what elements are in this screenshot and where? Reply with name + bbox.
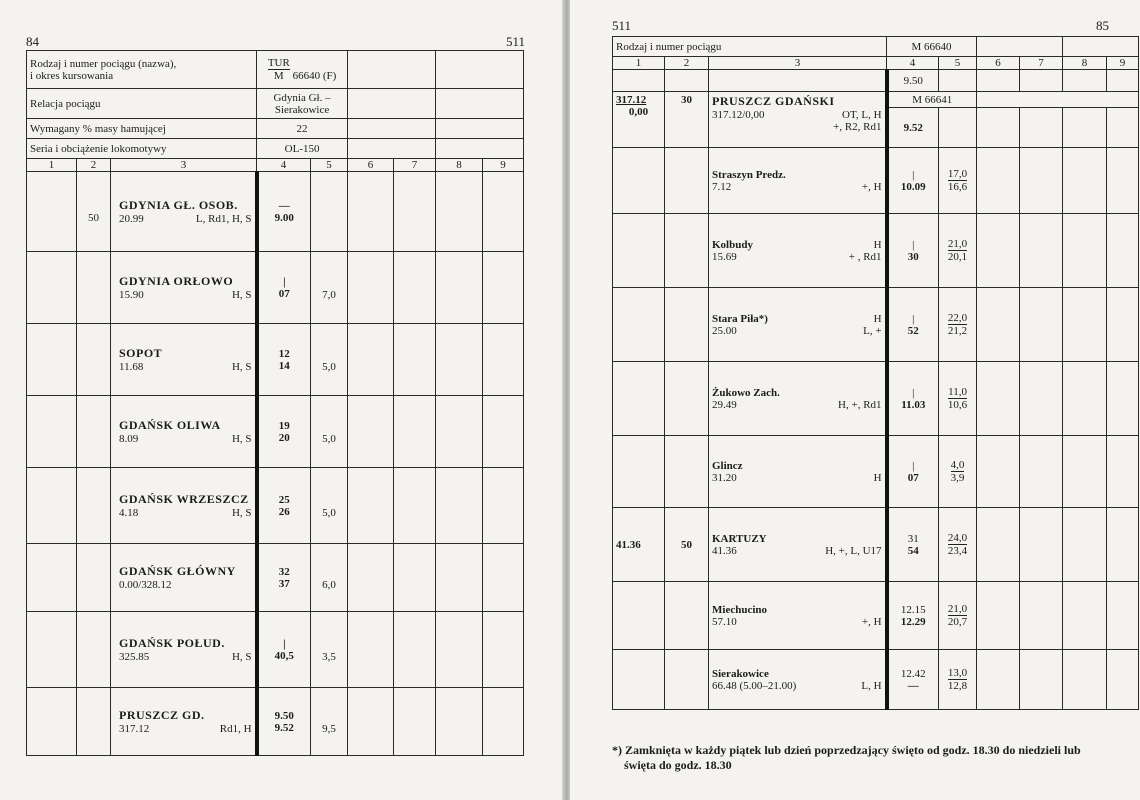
brake-label: Wymagany % masy hamującej bbox=[27, 119, 257, 139]
station-cell bbox=[111, 468, 257, 544]
time-cell bbox=[887, 148, 939, 214]
departure-time: 14 bbox=[278, 359, 290, 372]
table-row bbox=[613, 582, 1139, 650]
train-number: 66640 (F) bbox=[292, 70, 337, 82]
km-bottom: 0,00 bbox=[628, 106, 649, 118]
station-cell bbox=[709, 214, 887, 288]
train-label: Rodzaj i numer pociągu bbox=[613, 37, 887, 57]
station-codes: H, S bbox=[231, 289, 252, 301]
km-cell bbox=[613, 508, 665, 582]
station-cell bbox=[111, 612, 257, 688]
departure-time: 37 bbox=[278, 577, 290, 590]
table-row bbox=[613, 148, 1139, 214]
col-num: 1 bbox=[613, 57, 665, 70]
table-row bbox=[613, 650, 1139, 710]
time-cell bbox=[887, 508, 939, 582]
run-time: 3,5 bbox=[311, 612, 348, 688]
station-cell bbox=[709, 650, 887, 710]
run-time-cell bbox=[939, 650, 977, 710]
time-cell bbox=[887, 650, 939, 710]
station-km: 0.00/328.12 bbox=[119, 579, 172, 591]
footnote-line2: święta do godz. 18.30 bbox=[624, 758, 732, 772]
col-num: 8 bbox=[1063, 57, 1107, 70]
km-cell bbox=[613, 148, 665, 214]
time-cell bbox=[257, 252, 311, 324]
departure-time: 9.00 bbox=[274, 211, 294, 224]
series-number: 511 bbox=[506, 34, 526, 49]
station-km: 29.49 bbox=[712, 398, 737, 411]
speed bbox=[77, 612, 111, 688]
station-name: Glincz bbox=[712, 459, 743, 472]
time-cell bbox=[257, 544, 311, 612]
time-cell bbox=[257, 324, 311, 396]
train-label-cell bbox=[27, 51, 257, 89]
time-cell bbox=[257, 172, 311, 252]
arrival-time: | bbox=[912, 168, 915, 181]
station-name: SOPOT bbox=[119, 346, 163, 360]
left-timetable bbox=[26, 50, 524, 756]
km-cell bbox=[27, 396, 77, 468]
station-cell bbox=[709, 362, 887, 436]
run-time-planned: 4,0 bbox=[950, 459, 965, 471]
col-num: 9 bbox=[1107, 57, 1139, 70]
run-time bbox=[311, 172, 348, 252]
speed-cell bbox=[665, 436, 709, 508]
station-code: H bbox=[873, 312, 882, 325]
station-cell bbox=[709, 92, 887, 148]
series-number: 511 bbox=[612, 18, 632, 33]
km-cell bbox=[27, 324, 77, 396]
speed-cell bbox=[665, 288, 709, 362]
departure-time: 9.52 bbox=[887, 108, 939, 148]
km-cell bbox=[27, 688, 77, 756]
station-km: 41.36 bbox=[712, 544, 737, 557]
table-row bbox=[27, 172, 524, 252]
speed bbox=[77, 468, 111, 544]
run-time-planned: 22,0 bbox=[947, 312, 968, 324]
run-time-planned: 13,0 bbox=[947, 667, 968, 679]
station-name: GDYNIA GŁ. OSOB. bbox=[119, 198, 238, 212]
time-cell bbox=[257, 468, 311, 544]
time-cell bbox=[887, 436, 939, 508]
run-time-cell bbox=[939, 288, 977, 362]
speed-value: 50 bbox=[681, 538, 692, 551]
speed-cell bbox=[665, 508, 709, 582]
run-time-actual: 23,4 bbox=[947, 545, 968, 557]
station-km: 8.09 bbox=[119, 433, 139, 445]
time-cell bbox=[257, 396, 311, 468]
departure-time: 11.03 bbox=[901, 398, 926, 411]
page-number: 84 bbox=[26, 34, 39, 49]
station-cell bbox=[111, 396, 257, 468]
table-row bbox=[27, 252, 524, 324]
speed: 30 bbox=[665, 92, 709, 148]
station-km: 66.48 (5.00–21.00) bbox=[712, 679, 797, 692]
loco-value: OL-150 bbox=[257, 139, 348, 159]
speed-cell bbox=[665, 362, 709, 436]
km-top: 317.12 bbox=[616, 94, 647, 106]
departure-time: — bbox=[907, 679, 919, 692]
col-num: 4 bbox=[257, 159, 311, 172]
station-name: PRUSZCZ GDAŃSKI bbox=[712, 94, 835, 108]
arrival-time: | bbox=[912, 386, 915, 399]
col-num: 4 bbox=[887, 57, 939, 70]
train-type-top: TUR bbox=[267, 57, 290, 69]
station-cell bbox=[709, 148, 887, 214]
station-km: 325.85 bbox=[119, 651, 150, 663]
arrival-time: 31 bbox=[907, 532, 919, 545]
station-codes: L, + bbox=[863, 324, 882, 337]
km-cell bbox=[27, 252, 77, 324]
right-page bbox=[570, 0, 1140, 800]
station-codes: +, R2, Rd1 bbox=[833, 121, 882, 133]
speed-cell bbox=[665, 650, 709, 710]
station-name: Żukowo Zach. bbox=[712, 386, 780, 399]
run-time-actual: 20,1 bbox=[947, 251, 968, 263]
station-name: Miechucino bbox=[712, 603, 767, 616]
time-cell bbox=[887, 214, 939, 288]
station-name: GDYNIA ORŁOWO bbox=[119, 274, 234, 288]
km-cell bbox=[613, 650, 665, 710]
station-km: 25.00 bbox=[712, 324, 737, 337]
run-time-actual: 16,6 bbox=[947, 181, 968, 193]
run-time-actual: 20,7 bbox=[947, 616, 968, 628]
arrival-time: | bbox=[912, 238, 915, 251]
table-row bbox=[613, 214, 1139, 288]
table-row bbox=[613, 508, 1139, 582]
footnote-line1: *) Zamknięta w każdy piątek lub dzień poprzedzający święto od godz. 18.30 do niedzieli lub bbox=[612, 743, 1081, 757]
train-number: M 66640 bbox=[887, 37, 977, 57]
right-timetable bbox=[612, 36, 1139, 710]
station-cell bbox=[709, 582, 887, 650]
table-row bbox=[27, 688, 524, 756]
run-time-planned: 21,0 bbox=[947, 603, 968, 615]
speed-cell bbox=[665, 582, 709, 650]
table-row bbox=[613, 436, 1139, 508]
arrival-time: 12 bbox=[278, 347, 290, 360]
time-cell bbox=[887, 362, 939, 436]
col-num: 5 bbox=[939, 57, 977, 70]
run-time-cell bbox=[939, 148, 977, 214]
station-codes: L, H bbox=[861, 679, 882, 692]
station-cell bbox=[111, 324, 257, 396]
speed-cell bbox=[665, 148, 709, 214]
train-label-line1: Rodzaj i numer pociągu (nazwa), bbox=[30, 57, 177, 70]
departure-time: 52 bbox=[907, 324, 919, 337]
station-code: H bbox=[873, 238, 882, 251]
table-row bbox=[27, 324, 524, 396]
col-num: 2 bbox=[665, 57, 709, 70]
station-km: 7.12 bbox=[712, 180, 732, 193]
train-type-bottom: M bbox=[273, 70, 284, 82]
col-num: 5 bbox=[311, 159, 348, 172]
speed bbox=[77, 544, 111, 612]
run-time: 6,0 bbox=[311, 544, 348, 612]
station-codes: H, S bbox=[231, 507, 252, 519]
run-time-actual: 12,8 bbox=[947, 680, 968, 692]
table-row bbox=[613, 288, 1139, 362]
station-name: GDAŃSK WRZESZCZ bbox=[119, 492, 249, 506]
arrival-time: 12.42 bbox=[900, 667, 926, 680]
speed bbox=[77, 252, 111, 324]
run-time-planned: 11,0 bbox=[948, 386, 967, 398]
col-num: 1 bbox=[27, 159, 77, 172]
arrival-time: | bbox=[912, 459, 915, 472]
run-time-actual: 21,2 bbox=[947, 325, 968, 337]
km-cell bbox=[613, 288, 665, 362]
arrival-time: 19 bbox=[278, 419, 290, 432]
run-time-cell bbox=[939, 214, 977, 288]
km-cell bbox=[613, 436, 665, 508]
departure-time: 54 bbox=[907, 544, 919, 557]
run-time: 5,0 bbox=[311, 324, 348, 396]
station-name: PRUSZCZ GD. bbox=[119, 708, 205, 722]
run-time-actual: 3,9 bbox=[950, 472, 965, 484]
station-name: Stara Piła*) bbox=[712, 312, 768, 325]
col-num: 8 bbox=[436, 159, 483, 172]
departure-time: 30 bbox=[907, 250, 919, 263]
run-time-cell bbox=[939, 508, 977, 582]
km-cell bbox=[613, 582, 665, 650]
arrival-time: 9.50 bbox=[887, 70, 939, 92]
table-row bbox=[27, 468, 524, 544]
station-km: 31.20 bbox=[712, 471, 737, 484]
station-codes: +, H bbox=[861, 180, 882, 193]
page-number: 85 bbox=[1096, 18, 1109, 33]
brake-value: 22 bbox=[257, 119, 348, 139]
run-time-planned: 24,0 bbox=[947, 532, 968, 544]
table-row bbox=[27, 544, 524, 612]
run-time-cell bbox=[939, 436, 977, 508]
col-num: 2 bbox=[77, 159, 111, 172]
station-km: 15.90 bbox=[119, 289, 144, 301]
station-name: Sierakowice bbox=[712, 667, 769, 680]
train-type-fraction bbox=[268, 57, 290, 82]
col-num: 7 bbox=[394, 159, 436, 172]
station-km: 317.12 bbox=[119, 723, 150, 735]
station-cell bbox=[709, 288, 887, 362]
station-codes: H, S bbox=[231, 361, 252, 373]
km-cell bbox=[27, 172, 77, 252]
station-codes: OT, L, H bbox=[842, 109, 882, 121]
arrival-time: 25 bbox=[278, 493, 290, 506]
time-cell bbox=[257, 688, 311, 756]
run-time: 9,5 bbox=[311, 688, 348, 756]
column-numbers bbox=[27, 159, 524, 172]
run-time: 5,0 bbox=[311, 468, 348, 544]
run-time-actual: 10,6 bbox=[947, 399, 968, 411]
km-cell bbox=[613, 362, 665, 436]
station-codes: +, H bbox=[861, 615, 882, 628]
speed bbox=[77, 688, 111, 756]
station-cell bbox=[709, 508, 887, 582]
run-time-cell bbox=[939, 582, 977, 650]
arrival-time: 9.50 bbox=[274, 709, 294, 722]
relation-line2: Sierakowice bbox=[274, 103, 330, 116]
station-name: GDAŃSK POŁUD. bbox=[119, 636, 225, 650]
station-cell bbox=[111, 688, 257, 756]
relation-label: Relacja pociągu bbox=[27, 89, 257, 119]
departure-time: 20 bbox=[278, 431, 290, 444]
time-cell bbox=[257, 612, 311, 688]
station-km: 15.69 bbox=[712, 250, 737, 263]
speed bbox=[77, 396, 111, 468]
station-km: 20.99 bbox=[119, 213, 144, 225]
run-time-cell bbox=[939, 362, 977, 436]
departure-time: 07 bbox=[907, 471, 919, 484]
col-num: 3 bbox=[709, 57, 887, 70]
speed-cell bbox=[665, 214, 709, 288]
table-row bbox=[613, 362, 1139, 436]
station-km: 11.68 bbox=[119, 361, 144, 373]
station-cell bbox=[111, 252, 257, 324]
col-num: 9 bbox=[483, 159, 524, 172]
table-row bbox=[27, 612, 524, 688]
arrival-time: 32 bbox=[278, 565, 290, 578]
train-number-cell bbox=[257, 51, 348, 89]
km-cell bbox=[613, 214, 665, 288]
run-time: 5,0 bbox=[311, 396, 348, 468]
departure-time: 12.29 bbox=[900, 615, 926, 628]
run-time: 7,0 bbox=[311, 252, 348, 324]
station-cell bbox=[111, 172, 257, 252]
station-cell bbox=[709, 436, 887, 508]
col-num: 6 bbox=[348, 159, 394, 172]
run-time-planned: 21,0 bbox=[947, 238, 968, 250]
station-codes: H bbox=[873, 471, 882, 484]
speed: 50 bbox=[77, 172, 111, 252]
station-name: GDAŃSK GŁÓWNY bbox=[119, 564, 236, 578]
km-cell bbox=[27, 544, 77, 612]
station-codes: L, Rd1, H, S bbox=[195, 213, 252, 225]
station-name: Straszyn Predz. bbox=[712, 168, 786, 181]
time-cell bbox=[887, 288, 939, 362]
arrival-time: — bbox=[278, 199, 290, 212]
footnote bbox=[612, 743, 1112, 773]
run-time-planned: 17,0 bbox=[947, 168, 968, 180]
station-name: GDAŃSK OLIWA bbox=[119, 418, 221, 432]
loco-label: Seria i obciążenie lokomotywy bbox=[27, 139, 257, 159]
speed bbox=[77, 324, 111, 396]
km-value: 41.36 bbox=[616, 538, 641, 551]
station-name: Kolbudy bbox=[712, 238, 753, 251]
station-km: 4.18 bbox=[119, 507, 139, 519]
departure-time: 9.52 bbox=[274, 721, 294, 734]
left-page bbox=[0, 0, 562, 800]
time-cell bbox=[887, 582, 939, 650]
station-codes: H, S bbox=[231, 433, 252, 445]
table-row bbox=[27, 396, 524, 468]
station-codes: H, S bbox=[231, 651, 252, 663]
station-codes: + , Rd1 bbox=[848, 250, 882, 263]
station-name: KARTUZY bbox=[712, 532, 767, 545]
station-cell bbox=[111, 544, 257, 612]
departure-time: 07 bbox=[278, 287, 290, 300]
arrival-time: | bbox=[283, 275, 286, 288]
col-num: 6 bbox=[977, 57, 1020, 70]
km-cell bbox=[27, 468, 77, 544]
station-codes: H, +, L, U17 bbox=[825, 544, 882, 557]
pruszcz-km bbox=[613, 92, 665, 148]
station-km: 317.12/0,00 bbox=[712, 109, 765, 121]
new-train-number: M 66641 bbox=[887, 92, 977, 108]
column-numbers bbox=[613, 57, 1139, 70]
col-num: 7 bbox=[1020, 57, 1063, 70]
km-cell bbox=[27, 612, 77, 688]
arrival-time: | bbox=[283, 637, 286, 650]
relation-value bbox=[257, 89, 348, 119]
station-codes: H, +, Rd1 bbox=[838, 398, 882, 411]
departure-time: 26 bbox=[278, 505, 290, 518]
station-codes: Rd1, H bbox=[219, 723, 252, 735]
arrival-time: 12.15 bbox=[900, 603, 926, 616]
arrival-time: | bbox=[912, 312, 915, 325]
station-km: 57.10 bbox=[712, 615, 737, 628]
departure-time: 40,5 bbox=[274, 649, 294, 662]
train-label-line2: i okres kursowania bbox=[30, 69, 114, 82]
relation-line1: Gdynia Gł. – bbox=[273, 91, 331, 104]
departure-time: 10.09 bbox=[900, 180, 926, 193]
col-num: 3 bbox=[111, 159, 257, 172]
